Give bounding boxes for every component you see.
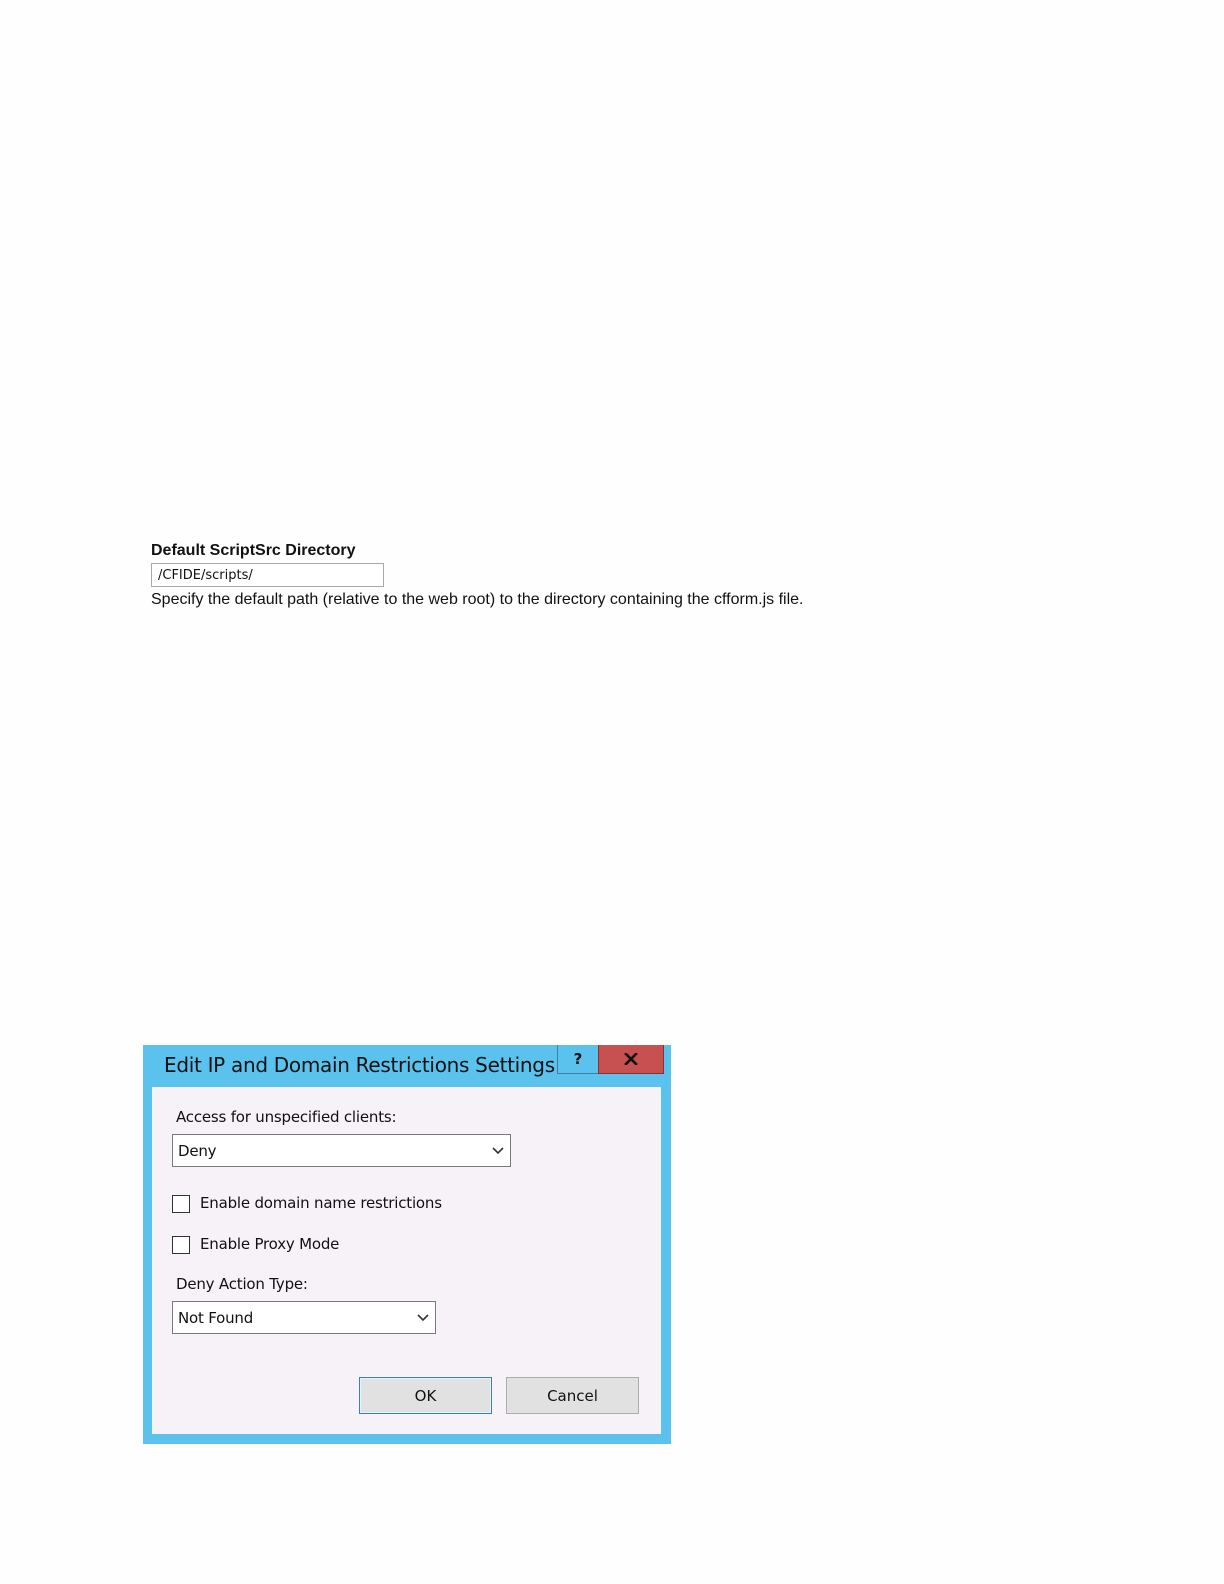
cancel-button[interactable]: Cancel xyxy=(506,1377,639,1414)
domain-restrictions-label: Enable domain name restrictions xyxy=(200,1194,442,1212)
close-button[interactable] xyxy=(598,1045,664,1074)
deny-action-label: Deny Action Type: xyxy=(176,1275,308,1293)
access-label: Access for unspecified clients: xyxy=(176,1108,397,1126)
close-icon xyxy=(624,1053,638,1065)
dialog-title: Edit IP and Domain Restrictions Settings xyxy=(164,1053,555,1077)
scriptsrc-section xyxy=(151,541,1051,609)
proxy-mode-label: Enable Proxy Mode xyxy=(200,1235,340,1253)
scriptsrc-help-text: Specify the default path (relative to the web root) to the directory containing the cfform.js file. xyxy=(151,591,804,608)
proxy-mode-checkbox-row[interactable] xyxy=(172,1235,372,1255)
chevron-down-icon xyxy=(491,1145,505,1157)
help-button[interactable] xyxy=(557,1045,599,1074)
access-select[interactable] xyxy=(172,1134,511,1167)
access-select-value: Deny xyxy=(178,1142,217,1160)
ok-button[interactable]: OK xyxy=(359,1377,492,1414)
dialog-titlebar[interactable] xyxy=(143,1045,671,1087)
domain-restrictions-checkbox-row[interactable] xyxy=(172,1194,472,1214)
deny-action-select[interactable] xyxy=(172,1301,436,1334)
scriptsrc-heading: Default ScriptSrc Directory xyxy=(151,542,356,559)
ip-domain-restrictions-dialog xyxy=(143,1045,671,1444)
chevron-down-icon xyxy=(416,1312,430,1324)
scriptsrc-path-input[interactable] xyxy=(151,563,384,587)
help-icon: ? xyxy=(573,1050,583,1068)
proxy-mode-checkbox[interactable] xyxy=(172,1236,190,1254)
domain-restrictions-checkbox[interactable] xyxy=(172,1195,190,1213)
dialog-content xyxy=(152,1087,661,1434)
deny-action-select-value: Not Found xyxy=(178,1309,254,1327)
